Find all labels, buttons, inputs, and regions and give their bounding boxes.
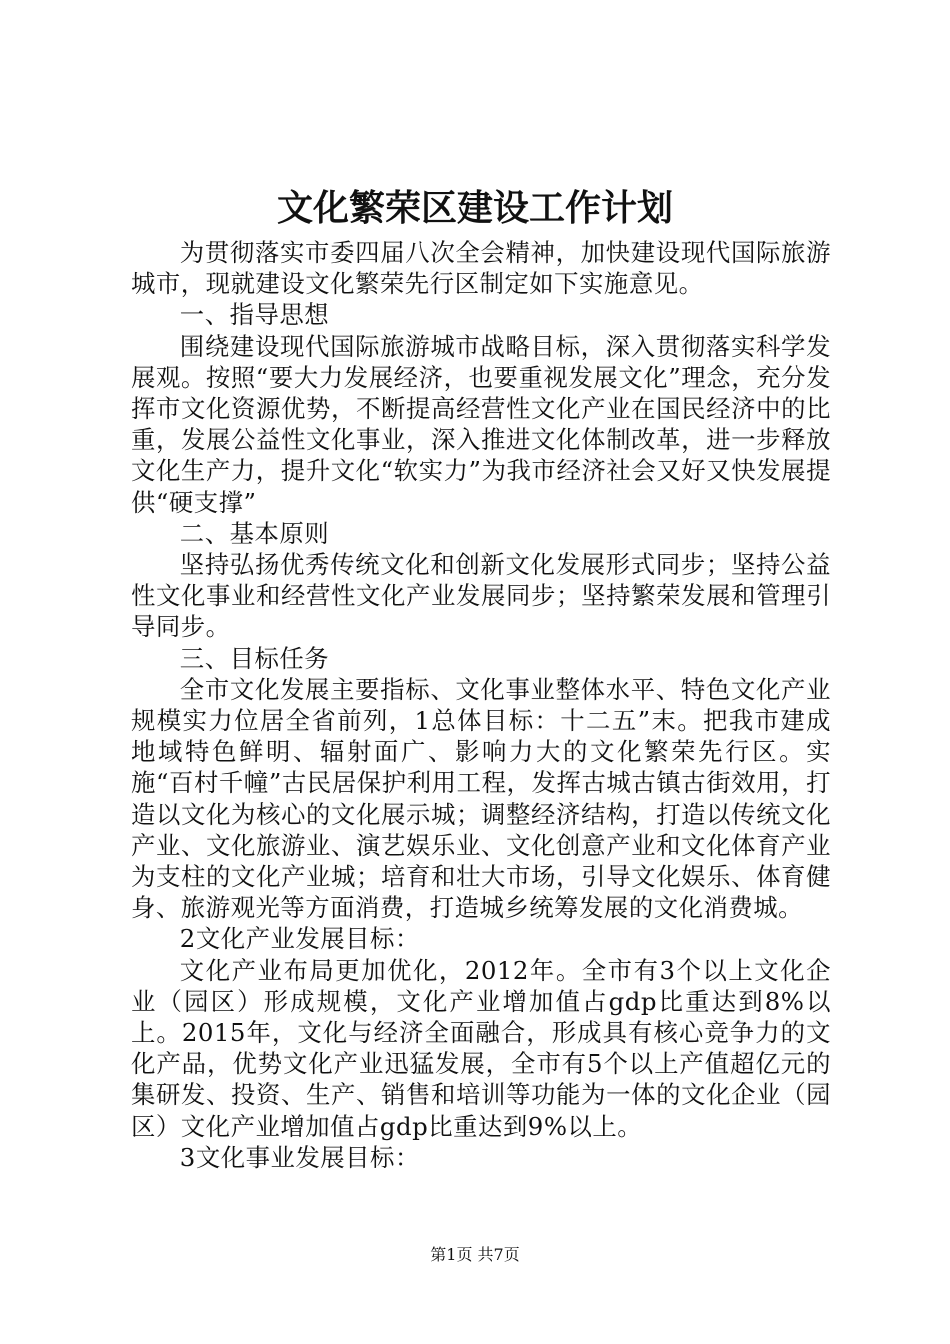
- subheading-undertaking-goals: 3文化事业发展目标：: [179, 1142, 420, 1172]
- paragraph-intro: 为贯彻落实市委四届八次全会精神，加快建设现代国际旅游城市，现就建设文化繁荣先行区制定如下实施意见。: [131, 238, 831, 299]
- page-number-footer: 第1页 共7页: [430, 1245, 520, 1264]
- section-heading-guiding-ideology: 一、指导思想: [179, 300, 330, 330]
- paragraph-overall-goals: 全市文化发展主要指标、文化事业整体水平、特色文化产业规模实力位居全省前列，1总体目标：十二五”末。把我市建成地域特色鲜明、辐射面广、影响力大的文化繁荣先行区。实施“百村千幢”古民居保护利用工程，发挥古城古镇古街效用，打造以文化为核心的文化展示城；调整经济结构，打造以传统文化产业、文化旅游业、演艺娱乐业、文化创意产业和文化体育产业为支柱的文化产业城；培育和壮大市场，引导文化娱乐、体育健身、旅游观光等方面消费，打造城乡统筹发展的文化消费城。: [131, 674, 831, 923]
- document-title: 文化繁荣区建设工作计划: [276, 187, 673, 229]
- paragraph-guiding-ideology: 围绕建设现代国际旅游城市战略目标，深入贯彻落实科学发展观。按照“要大力发展经济，也要重视发展文化”理念，充分发挥市文化资源优势，不断提高经营性文化产业在国民经济中的比重，发展公益性文化事业，深入推进文化体制改革，进一步释放文化生产力，提升文化“软实力”为我市经济社会又好又快发展提供“硬支撑”: [131, 331, 831, 517]
- section-heading-goals-tasks: 三、目标任务: [179, 643, 330, 673]
- paragraph-basic-principles: 坚持弘扬优秀传统文化和创新文化发展形式同步；坚持公益性文化事业和经营性文化产业发展同步；坚持繁荣发展和管理引导同步。: [131, 550, 831, 642]
- document-body: [131, 237, 831, 1173]
- subheading-industry-goals: 2文化产业发展目标：: [179, 924, 420, 954]
- paragraph-industry-goals: 文化产业布局更加优化，2012年。全市有3个以上文化企业（园区）形成规模，文化产业增加值占gdp比重达到8%以上。2015年，文化与经济全面融合，形成具有核心竞争力的文化产品，优势文化产业迅猛发展，全市有5个以上产值超亿元的集研发、投资、生产、销售和培训等功能为一体的文化企业（园区）文化产业增加值占gdp比重达到9%以上。: [131, 955, 831, 1141]
- section-heading-basic-principles: 二、基本原则: [179, 518, 330, 548]
